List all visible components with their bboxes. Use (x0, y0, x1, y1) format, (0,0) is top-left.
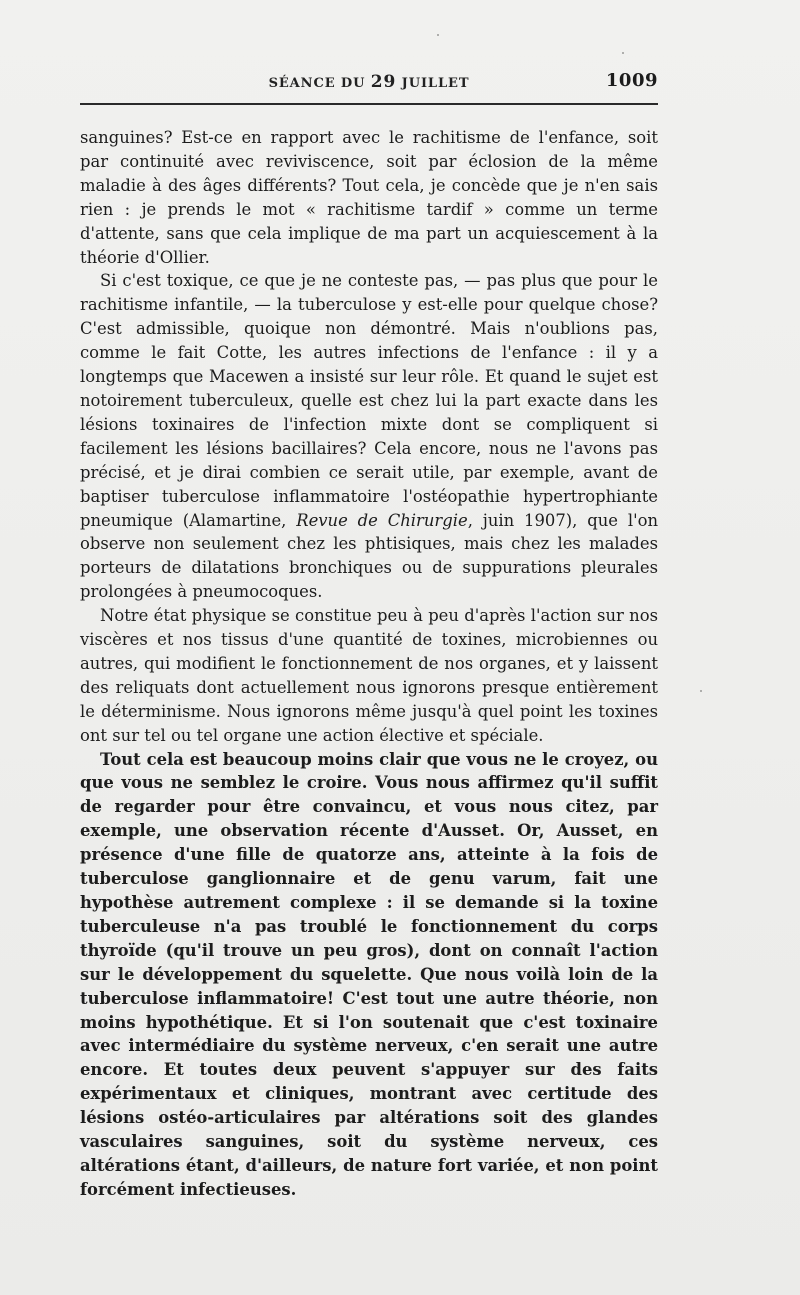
paragraph-4: Tout cela est beaucoup moins clair que vous ne le croyez, ou que vous ne semblez le croire. Vous nous affirmez qu'il suffit de regarder pour être convaincu, et vous nous citez, par exemple, une observation récente d'Ausset. Or, Ausset, en présence d'une fille de quatorze ans, atteinte à la fois de tuberculose ganglionnaire et de genu varum, fait une hypothèse autrement complexe : il se demande si la toxine tuberculeuse n'a pas troublé le fonctionnement du corps thyroïde (qu'il trouve un peu gros), dont on connaît l'action sur le développement du squelette. Que nous voilà loin de la tuberculose inflammatoire! C'est tout une autre théorie, non moins hypothétique. Et si l'on soutenait que c'est toxinaire avec intermédiaire du système nerveux, c'en serait une autre encore. Et toutes deux peuvent s'appuyer sur des faits expérimentaux et cliniques, montrant avec certitude des lésions ostéo-articulaires par altérations soit des glandes vasculaires sanguines, soit du système nerveux, ces altérations étant, d'ailleurs, de nature fort variée, et non point forcément infectieuses. (80, 749, 658, 1199)
paper-speck (700, 690, 702, 692)
paragraph-3: Notre état physique se constitue peu à peu d'après l'action sur nos viscères et nos tissus d'une quantité de toxines, microbiennes ou autres, qui modifient le fonctionnement de nos organes, et y laissent des reliquats dont actuellement nous ignorons presque entièrement le déterminisme. Nous ignorons même jusqu'à quel point les toxines ont sur tel ou tel organe une action élective et spéciale. (80, 606, 658, 745)
paragraph-2-text-b: , juin 1907), que l'on observe non seulement chez les phtisiques, mais chez les malades porteurs de dilatations bronchiques ou de suppurations pleurales prolongées à pneumocoques. (80, 510, 658, 602)
running-head-month: JUILLET (396, 76, 470, 91)
page-number: 1009 (605, 70, 658, 91)
body-text (80, 126, 658, 1202)
running-head-day: 29 (370, 72, 397, 92)
paragraph-2 (80, 269, 658, 604)
header-rule (80, 103, 658, 105)
running-header (80, 70, 658, 96)
journal-title: Revue de Chirurgie (296, 510, 468, 530)
paragraph-1: sanguines? Est-ce en rapport avec le rachitisme de l'enfance, soit par continuité avec reviviscence, soit par éclosion de la même maladie à des âges différents? Tout cela, je concède que je n'en sais rien : je prends le mot « rachitisme tardif » comme un terme d'attente, sans que cela implique de ma part un acquiescement à la théorie d'Ollier. (80, 128, 658, 267)
paragraph-2-text-a: Si c'est toxique, ce que je ne conteste pas, — pas plus que pour le rachitisme infantile, — la tuberculose y est-elle pour quelque chose? C'est admissible, quoique non démontré. Mais n'oublions pas, comme le fait Cotte, les autres infections de l'enfance : il y a longtemps que Macewen a insisté sur leur rôle. Et quand le sujet est notoirement tuberculeux, quelle est chez lui la part exacte dans les lésions toxinaires de l'infection mixte dont se compliquent si facilement les lésions bacillaires? Cela encore, nous ne l'avons pas précisé, et je dirai combien ce serait utile, par exemple, avant de baptiser tuberculose inflammatoire l'ostéopathie hypertrophiante pneumique (Alamartine, (80, 271, 658, 530)
paper-speck (437, 34, 439, 36)
paper-speck (622, 52, 624, 54)
running-head-seance: SÉANCE DU (268, 76, 371, 91)
running-head-title (80, 72, 658, 92)
